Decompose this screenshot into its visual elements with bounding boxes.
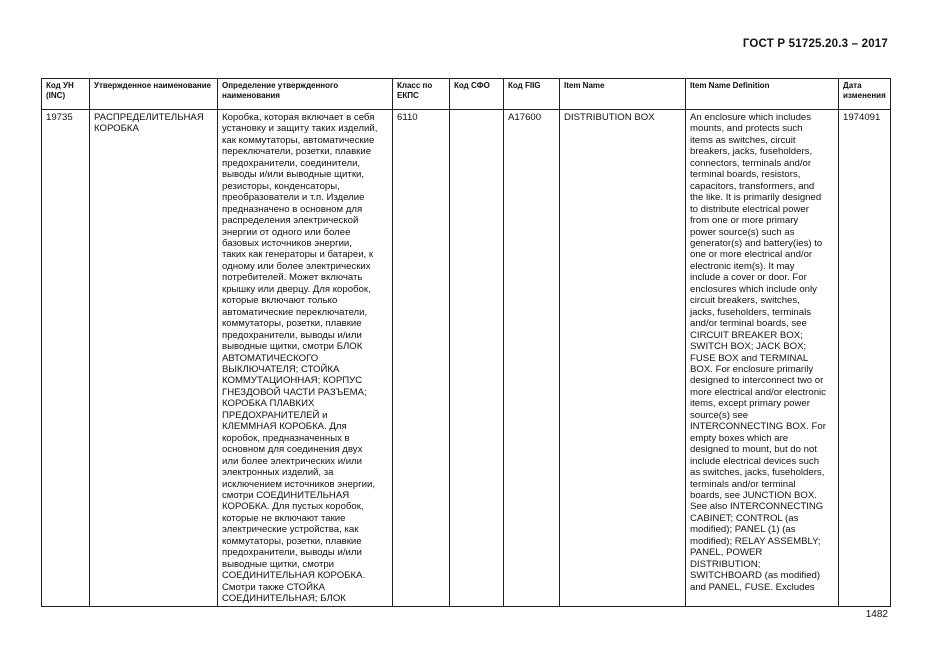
header-fiig-code: Код FIIG — [504, 79, 560, 110]
approved-name-value: РАСПРЕДЕЛИТЕЛЬНАЯ КОРОБКА — [94, 112, 204, 135]
cell-ekps-class — [393, 110, 450, 607]
cell-item-name — [560, 110, 686, 607]
cell-definition-ru — [218, 110, 393, 607]
definition-ru-value: Коробка, которая включает в себя установку и защиту таких изделий, как коммутаторы, автоматические переключатели, розетки, плавкие предохранители, соединители, выводы и/или выводные щитки, резисторы, конденсаторы, преобразователи и т.п. Изделие предназначено в основном для распределения электрической энергии от одного или более базовых источников энергии, таких как генераторы и батареи, к одному или более электрических потребителей. Может включать крышку или дверцу. Для коробок, которые включают только автоматические переключатели, коммутаторы, розетки, плавкие предохранители, выводы и/или выводные щитки, смотри БЛОК АВТОМАТИЧЕСКОГО ВЫКЛЮЧАТЕЛЯ; СТОЙКА КОММУТАЦИОННАЯ; КОРПУС ГНЕЗДОВОЙ ЧАСТИ РАЗЪЕМА; КОРОБКА ПЛАВКИХ ПРЕДОХРАНИТЕЛЕЙ и КЛЕММНАЯ КОРОБКА. Для коробок, предназначенных в основном для соединения двух или более электрических и/или электронных изделий, за исключением источников энергии, смотри СОЕДИНИТЕЛЬНАЯ КОРОБКА. Для пустых коробок, которые не включают такие электрические устройства, как коммутаторы, розетки, плавкие предохранители, выводы и/или выводные щитки, смотри СОЕДИНИТЕЛЬНАЯ КОРОБКА. Смотри также СТОЙКА СОЕДИНИТЕЛЬНАЯ; БЛОК — [222, 112, 378, 605]
item-name-value: DISTRIBUTION BOX — [564, 112, 655, 123]
inc-value: 19735 — [46, 112, 73, 123]
header-change-date: Дата изменения — [839, 79, 891, 110]
header-sfo-code: Код СФО — [450, 79, 504, 110]
header-item-name-definition: Item Name Definition — [686, 79, 839, 110]
header-definition-ru: Определение утвержденного наименования — [218, 79, 393, 110]
cell-change-date — [839, 110, 891, 607]
item-name-definition-value: An enclosure which includes mounts, and protects such items as switches, circuit breakers, jacks, fuseholders, connectors, terminals and/or terminal boards, resistors, capacitors, transformers, and the like. It is primarily designed to distribute electrical power from one or more primary power source(s) such as generator(s) and battery(ies) to one or more electrical and/or electronic item(s). It may include a cover or door. For enclosures which include only circuit breakers, switches, jacks, fuseholders, terminals and/or terminal boards, see CIRCUIT BREAKER BOX; SWITCH BOX; JACK BOX; FUSE BOX and TERMINAL BOX. For enclosure primarily designed to interconnect two or more electrical and/or electronic items, except primary power source(s) see INTERCONNECTING BOX. For empty boxes which are designed to mount, but do not include electrical devices such as switches, jacks, fuseholders, terminals and/or terminal boards, see JUNCTION BOX. See also INTERCONNECTING CABINET; CONTROL (as modified); PANEL (1) (as modified); RELAY ASSEMBLY; PANEL, POWER DISTRIBUTION; SWITCHBOARD (as modified) and PANEL, FUSE. Excludes — [690, 112, 826, 593]
fiig-code-value: A17600 — [508, 112, 542, 123]
change-date-value: 1974091 — [843, 112, 881, 123]
table-row — [42, 110, 891, 607]
cell-fiig-code — [504, 110, 560, 607]
cell-inc — [42, 110, 90, 607]
cell-approved-name — [90, 110, 218, 607]
ekps-class-value: 6110 — [397, 112, 418, 123]
header-item-name: Item Name — [560, 79, 686, 110]
cell-item-name-definition — [686, 110, 839, 607]
document-header: ГОСТ Р 51725.20.3 – 2017 — [742, 38, 888, 50]
header-ekps-class: Класс по ЕКПС — [393, 79, 450, 110]
page-number: 1482 — [865, 609, 888, 620]
table-header-row — [42, 79, 891, 110]
item-name-table — [41, 78, 891, 607]
cell-sfo-code — [450, 110, 504, 607]
header-approved-name: Утвержденное наименование — [90, 79, 218, 110]
header-inc: Код УН (INC) — [42, 79, 90, 110]
